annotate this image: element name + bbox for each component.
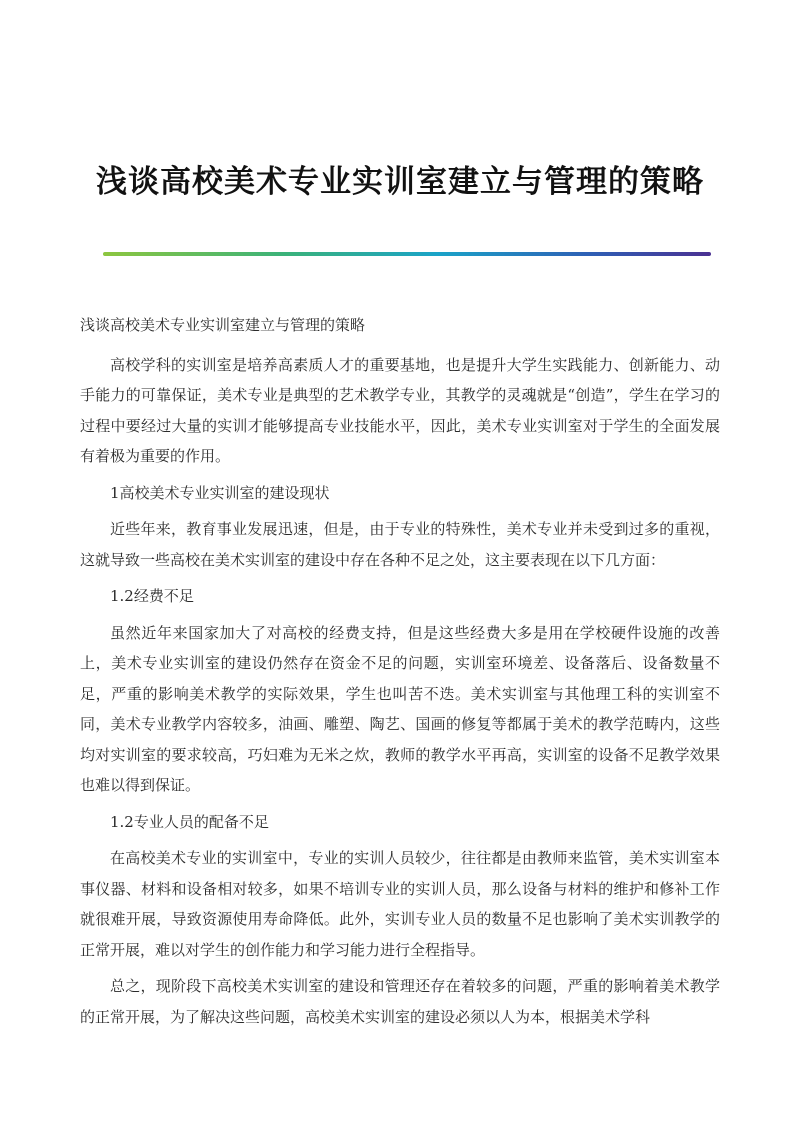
paragraph-funding: 虽然近年来国家加大了对高校的经费支持，但是这些经费大多是用在学校硬件设施的改善上，美术专业实训室的建设仍然存在资金不足的问题，实训室环境差、设备落后、设备数量不足，严重的影响美术教学的实际效果，学生也叫苦不迭。美术实训室与其他理工科的实训室不同，美术专业教学内容较多，油画、雕塑、陶艺、国画的修复等都属于美术的教学范畴内，这些均对实训室的要求较高，巧妇难为无米之炊，教师的教学水平再高，实训室的设备不足教学效果也难以得到保证。: [80, 623, 720, 794]
paragraph-status: 近些年来，教育事业发展迅速，但是，由于专业的特殊性，美术专业并未受到过多的重视，这就导致一些高校在美术实训室的建设中存在各种不足之处，这主要表现在以下几方面：: [80, 520, 720, 569]
title-divider: [103, 252, 711, 256]
document-body: [80, 310, 720, 1038]
paragraph-summary: 总之，现阶段下高校美术实训室的建设和管理还存在着较多的问题，严重的影响着美术教学的正常开展，为了解决这些问题，高校美术实训室的建设必须以人为本，根据美术学科: [80, 977, 720, 1026]
section-heading-status: 1高校美术专业实训室的建设现状: [110, 483, 330, 502]
section-heading-funding: 1.2经费不足: [110, 587, 194, 605]
paragraph-staffing: 在高校美术专业的实训室中，专业的实训人员较少，往往都是由教师来监管，美术实训室本事仪器、材料和设备相对较多，如果不培训专业的实训人员，那么设备与材料的维护和修补工作就很难开展，导致资源使用寿命降低。此外，实训专业人员的数量不足也影响了美术实训教学的正常开展，难以对学生的创作能力和学习能力进行全程指导。: [80, 849, 720, 959]
paragraph-intro: 高校学科的实训室是培养高素质人才的重要基地，也是提升大学生实践能力、创新能力、动手能力的可靠保证，美术专业是典型的艺术教学专业，其教学的灵魂就是“创造”，学生在学习的过程中要经过大量的实训才能够提高专业技能水平，因此，美术专业实训室对于学生的全面发展有着极为重要的作用。: [80, 355, 720, 465]
article-subtitle: 浅谈高校美术专业实训室建立与管理的策略: [80, 316, 366, 334]
section-heading-staffing: 1.2专业人员的配备不足: [110, 812, 269, 831]
document-title: 浅谈高校美术专业实训室建立与管理的策略: [96, 164, 704, 200]
